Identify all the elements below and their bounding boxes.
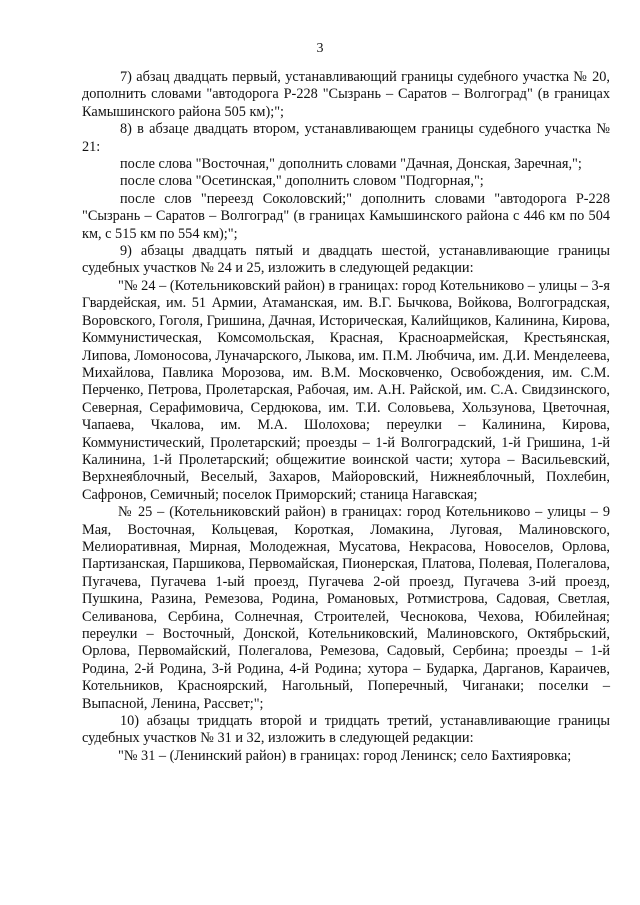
paragraph-district-25: № 25 – (Котельниковский район) в границах: город Котельниково – улицы – 9 Мая, Восточная, Кольцевая, Короткая, Ломакина, Луговая, Малиновского, Мелиоративная, Мирная, Молодежная, Мусатова, Некрасова, Новоселов, Орлова, Партизанская, Паршикова, Первомайская, Пионерская, Платова, Полевая, Полегалова, Пугачева, Пугачева 1-ый проезд, Пугачева 2-ой проезд, Пугачева 3-ий проезд, Пушкина, Разина, Ремезова, Родина, Романовых, Ротмистрова, Садовая, Светлая, Селиванова, Сербина, Солнечная, Строителей, Чеснокова, Чехова, Юбилейная; переулки – Восточный, Донской, Котельниковский, Малиновского, Октябрьский, Орлова, Первомайский, Полегалова, Ремезова, Садовый, Сербина; проезды – 1-й Родина, 2-й Родина, 3-й Родина, 4-й Родина; хутора – Бударка, Дарганов, Караичев, Котельников, Красноярский, Нагольный, Поперечный, Чиганаки; поселки – Выпасной, Ленина, Рассвет;"; [82,504,610,712]
paragraph-item-9: 9) абзацы двадцать пятый и двадцать шестой, устанавливающие границы судебных участков № 24 и 25, изложить в следующей редакции: [82,243,610,277]
paragraph-item-10: 10) абзацы тридцать второй и тридцать третий, устанавливающие границы судебных участков № 31 и 32, изложить в следующей редакции: [82,713,610,747]
paragraph-after-osetinskaya: после слова "Осетинская," дополнить словом "Подгорная,"; [120,173,484,190]
paragraph-item-7: 7) абзац двадцать первый, устанавливающий границы судебного участка № 20, дополнить словами "автодорога Р-228 "Сызрань – Саратов – Волгоград" (в границах Камышинского района 505 км);"; [82,69,610,120]
document-body [82,69,610,765]
page-number: 3 [316,41,324,56]
paragraph-district-24: "№ 24 – (Котельниковский район) в границах: город Котельниково – улицы – 3-я Гвардейская, им. 51 Армии, Атаманская, им. В.Г. Бычкова, Войкова, Волгоградская, Воровского, Гоголя, Гришина, Дачная, Историческая, Калийщиков, Калинина, Кирова, Коммунистическая, Комсомольская, Красная, Красноармейская, Крестьянская, Липова, Ломоносова, Луначарского, Лыкова, им. П.М. Любчича, им. Д.И. Менделеева, Михайлова, Павлика Морозова, им. В.М. Московченко, Освобождения, им. С.М. Перченко, Петрова, Пролетарская, Рабочая, им. А.Н. Райской, им. С.А. Свидзинского, Северная, Серафимовича, Сердюкова, им. Т.И. Соловьева, Хользунова, Цветочная, Чапаева, Чкалова, им. М.А. Шолохова; переулки – Калинина, Кирова, Коммунистический, Пролетарский; проезды – 1-й Волгоградский, 1-й Гришина, 1-й Калинина, 1-й Пролетарский; общежитие воинской части; хутора – Васильевский, Верхнеяблочный, Веселый, Захаров, Майоровский, Нижнеяблочный, Похлебин, Сафронов, Семичный; поселок Приморский; станица Нагавская; [82,277,610,503]
paragraph-after-vostochnaya: после слова "Восточная," дополнить словами "Дачная, Донская, Заречная,"; [120,156,582,173]
paragraph-item-8: 8) в абзаце двадцать втором, устанавливающем границы судебного участка № 21: [82,121,610,155]
paragraph-district-31: "№ 31 – (Ленинский район) в границах: город Ленинск; село Бахтияровка; [118,747,572,764]
paragraph-after-pereezd: после слов "переезд Соколовский;" дополнить словами "автодорога Р-228 "Сызрань – Саратов – Волгоград" (в границах Камышинского района с 446 км по 504 км, с 515 км по 554 км);"; [82,190,610,242]
